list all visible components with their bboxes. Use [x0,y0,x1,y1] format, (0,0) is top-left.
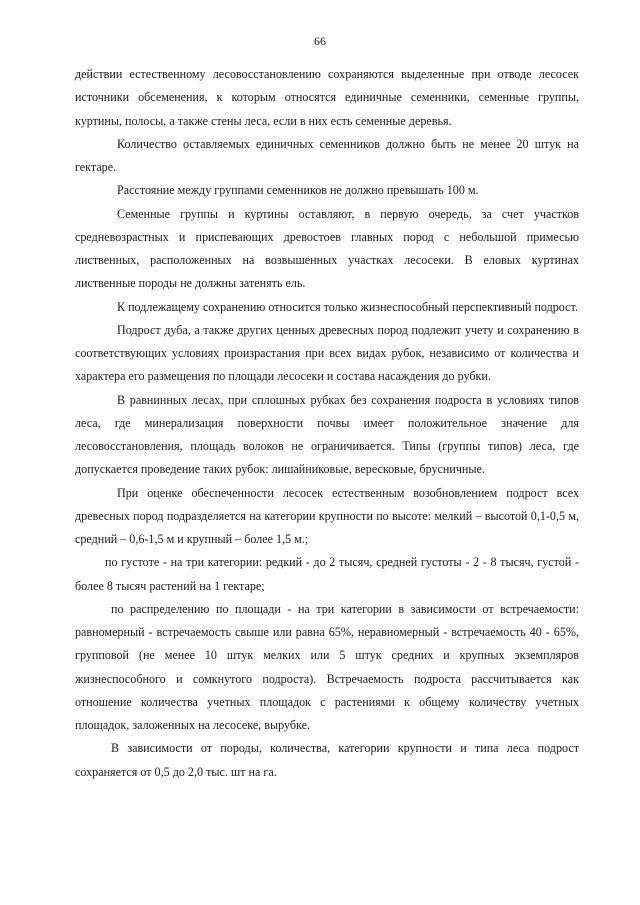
paragraph-viable-undergrowth: К подлежащему сохранению относится только жизнеспособный перспективный подрост. [117,299,578,314]
paragraph-seed-groups: Семенные группы и куртины оставляют, в первую очередь, за счет участков средневозрастных и приспевающих древостоев главных пород с небольшой примесью лиственных, расположенных на возвышенных участках лесосеки. В еловых куртинах лиственные породы не должны затенять ель. [75,206,579,291]
paragraph-size-categories: При оценке обеспеченности лесосек естественным возобновлением подрост всех древесных пород подразделяется на категории крупности по высоте: мелкий – высотой 0,1-0,5 м, средний – 0,6-1,5 м и крупный – более 1,5 м.; [75,485,579,546]
page-body [75,63,579,784]
page-number: 66 [314,34,326,48]
paragraph-retained-amount: В зависимости от породы, количества, категории крупности и типа леса подрост сохраняется от 0,5 до 2,0 тыс. шт на га. [75,741,579,779]
paragraph-density-categories: по густоте - на три категории: редкий - до 2 тысяч, средней густоты - 2 - 8 тысяч, густой - более 8 тысяч растений на 1 гектаре; [75,555,579,593]
paragraph-seed-sources: действии естественному лесовосстановлению сохраняются выделенные при отводе лесосек источники обсеменения, к которым относятся единичные семенники, семенные группы, куртины, полосы, а также стены леса, если в них есть семенные деревья. [75,67,579,128]
paragraph-group-distance: Расстояние между группами семенников не должно превышать 100 м. [117,183,479,198]
paragraph-distribution-categories: по распределению по площади - на три категории в зависимости от встречаемости: равномерный - встречаемость свыше или равна 65%, неравномерный - встречаемость 40 - 65%, групповой (не менее 10 штук мелких или 5 штук средних и крупных экземпляров жизнеспособного и сомкнутого подроста). Встречаемость подроста рассчитывается как отношение количества учетных площадок с растениями к общему количеству учетных площадок, заложенных на лесосеке, вырубке. [75,601,579,732]
paragraph-seed-tree-count: Количество оставляемых единичных семенников должно быть не менее 20 штук на гектаре. [75,136,579,174]
paragraph-oak-undergrowth: Подрост дуба, а также других ценных древесных пород подлежит учету и сохранению в соответствующих условиях произрастания при всех видах рубок, независимо от количества и характера его размещения по площади лесосеки и состава насаждения до рубки. [75,322,579,384]
paragraph-plain-forests: В равнинных лесах, при сплошных рубках без сохранения подроста в условиях типов леса, где минерализация поверхности почвы имеет положительное значение для лесовосстановления, площадь волоков не ограничивается. Типы (группы типов) леса, где допускается проведение таких рубок: лишайниковые, вересковые, брусничные. [75,392,579,477]
